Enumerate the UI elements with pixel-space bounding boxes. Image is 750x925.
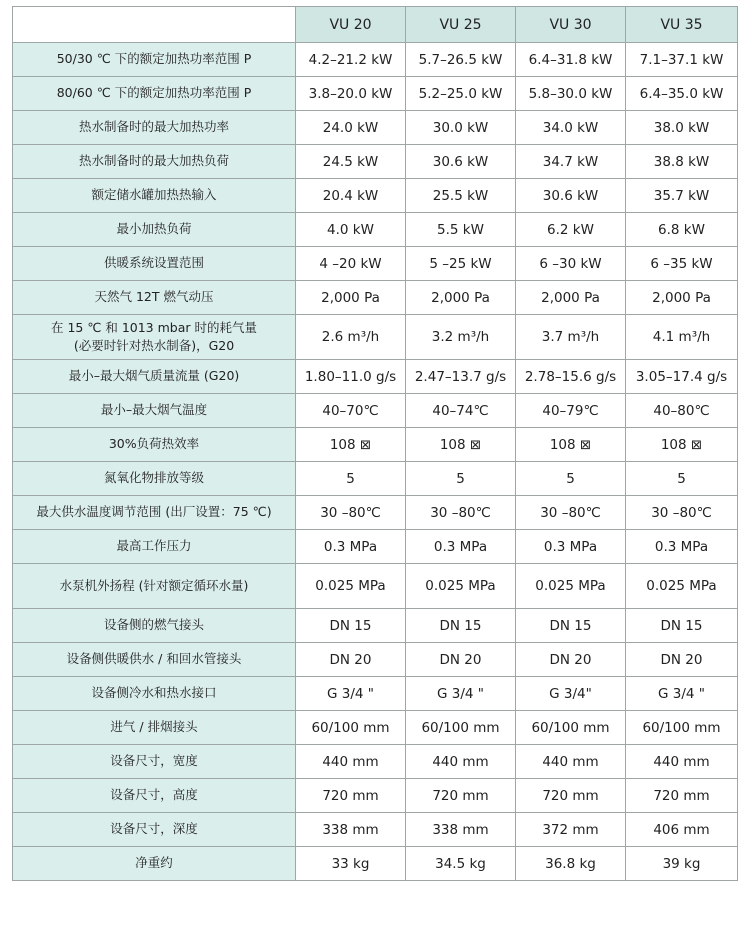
row-label-cell — [13, 564, 296, 609]
value-cell: 1.80–11.0 g/s — [296, 360, 406, 394]
row-label-cell — [13, 111, 296, 145]
value-cell: 0.025 MPa — [296, 564, 406, 609]
row-label: 50/30 ℃ 下的额定加热功率范围 P — [56, 51, 252, 67]
value-cell: G 3/4 " — [296, 677, 406, 711]
value-cell: 5 –25 kW — [406, 247, 516, 281]
row-label: 进气 / 排烟接头 — [110, 719, 198, 735]
value-cell: 5.8–30.0 kW — [516, 77, 626, 111]
value-cell: DN 15 — [406, 609, 516, 643]
row-label-cell — [13, 779, 296, 813]
value-cell: 0.025 MPa — [406, 564, 516, 609]
value-cell: 5.5 kW — [406, 213, 516, 247]
value-cell: 0.3 MPa — [626, 530, 738, 564]
value-cell: 0.3 MPa — [516, 530, 626, 564]
row-label: 设备尺寸，深度 — [110, 821, 198, 837]
table-row — [13, 43, 738, 77]
row-label: 在 15 ℃ 和 1013 mbar 时的耗气量 — [50, 319, 257, 335]
value-cell: 720 mm — [626, 779, 738, 813]
column-header: VU 35 — [626, 7, 738, 43]
table-row — [13, 179, 738, 213]
table-row — [13, 281, 738, 315]
row-label: 设备侧供暖供水 / 和回水管接头 — [66, 651, 242, 667]
value-cell: 440 mm — [516, 745, 626, 779]
value-cell: 6.2 kW — [516, 213, 626, 247]
table-row — [13, 643, 738, 677]
row-label-cell — [13, 213, 296, 247]
row-label: 氮氧化物排放等级 — [103, 470, 204, 486]
table-row — [13, 609, 738, 643]
table-row — [13, 428, 738, 462]
value-cell: 720 mm — [296, 779, 406, 813]
row-label-cell — [13, 462, 296, 496]
value-cell: 4.1 m³/h — [626, 315, 738, 360]
value-cell: 25.5 kW — [406, 179, 516, 213]
value-cell: 60/100 mm — [626, 711, 738, 745]
value-cell: 720 mm — [516, 779, 626, 813]
table-row — [13, 360, 738, 394]
row-label-cell — [13, 643, 296, 677]
value-cell: 2,000 Pa — [406, 281, 516, 315]
row-label: 天然气 12T 燃气动压 — [94, 289, 214, 305]
row-label: 额定储水罐加热热输入 — [91, 187, 217, 203]
table-row — [13, 111, 738, 145]
value-cell: 0.025 MPa — [626, 564, 738, 609]
value-cell: 36.8 kg — [516, 847, 626, 881]
value-cell: DN 20 — [296, 643, 406, 677]
table-row — [13, 315, 738, 360]
value-cell: 5 — [516, 462, 626, 496]
row-label-cell — [13, 394, 296, 428]
value-cell: 6.8 kW — [626, 213, 738, 247]
value-cell: 3.8–20.0 kW — [296, 77, 406, 111]
row-label-cell — [13, 145, 296, 179]
row-label: 最小–最大烟气温度 — [100, 402, 208, 418]
value-cell: 30.6 kW — [516, 179, 626, 213]
value-cell: DN 15 — [626, 609, 738, 643]
row-label: 最大供水温度调节范围 (出厂设置：75 ℃) — [36, 504, 272, 520]
row-label-cell — [13, 496, 296, 530]
row-label: 设备侧的燃气接头 — [103, 617, 204, 633]
value-cell: 40–80℃ — [626, 394, 738, 428]
value-cell: 38.8 kW — [626, 145, 738, 179]
row-label: 设备尺寸，宽度 — [110, 753, 198, 769]
value-cell: G 3/4 " — [406, 677, 516, 711]
row-label: 最小–最大烟气质量流量 (G20) — [68, 368, 240, 384]
row-label-cell — [13, 360, 296, 394]
row-label-cell — [13, 711, 296, 745]
row-label-cell — [13, 677, 296, 711]
value-cell: 60/100 mm — [406, 711, 516, 745]
value-cell: 720 mm — [406, 779, 516, 813]
column-header: VU 20 — [296, 7, 406, 43]
value-cell: 30 –80℃ — [406, 496, 516, 530]
value-cell: 34.5 kg — [406, 847, 516, 881]
table-row — [13, 462, 738, 496]
table-row — [13, 813, 738, 847]
value-cell: 40–70℃ — [296, 394, 406, 428]
value-cell: 372 mm — [516, 813, 626, 847]
row-label-cell — [13, 530, 296, 564]
value-cell: 6 –35 kW — [626, 247, 738, 281]
table-row — [13, 77, 738, 111]
row-label-cell — [13, 247, 296, 281]
value-cell: 4 –20 kW — [296, 247, 406, 281]
row-label: 设备侧冷水和热水接口 — [91, 685, 217, 701]
value-cell: 2,000 Pa — [626, 281, 738, 315]
value-cell: DN 20 — [626, 643, 738, 677]
value-cell: 3.2 m³/h — [406, 315, 516, 360]
row-label: 设备尺寸，高度 — [110, 787, 198, 803]
row-label-cell — [13, 745, 296, 779]
value-cell: 5.7–26.5 kW — [406, 43, 516, 77]
row-label-cell — [13, 77, 296, 111]
value-cell: 0.3 MPa — [296, 530, 406, 564]
value-cell: 108 ⊠ — [296, 428, 406, 462]
value-cell: 440 mm — [296, 745, 406, 779]
column-header: VU 25 — [406, 7, 516, 43]
value-cell: 406 mm — [626, 813, 738, 847]
value-cell: 5 — [626, 462, 738, 496]
row-label-cell — [13, 813, 296, 847]
value-cell: 24.5 kW — [296, 145, 406, 179]
table-row — [13, 711, 738, 745]
value-cell: 2.47–13.7 g/s — [406, 360, 516, 394]
value-cell: 30.6 kW — [406, 145, 516, 179]
table-row — [13, 779, 738, 813]
table-row — [13, 745, 738, 779]
row-label-cell — [13, 281, 296, 315]
value-cell: DN 20 — [516, 643, 626, 677]
table-row — [13, 677, 738, 711]
value-cell: 4.2–21.2 kW — [296, 43, 406, 77]
table-row — [13, 847, 738, 881]
row-label-cell — [13, 428, 296, 462]
row-label-cell — [13, 609, 296, 643]
table-row — [13, 247, 738, 281]
value-cell: 338 mm — [406, 813, 516, 847]
row-label: 净重约 — [135, 855, 173, 871]
value-cell: G 3/4 " — [626, 677, 738, 711]
value-cell: 40–79℃ — [516, 394, 626, 428]
row-label-cell — [13, 43, 296, 77]
value-cell: 39 kg — [626, 847, 738, 881]
value-cell: 5 — [296, 462, 406, 496]
table-row — [13, 394, 738, 428]
header-row — [13, 7, 738, 43]
value-cell: 2,000 Pa — [296, 281, 406, 315]
value-cell: 0.3 MPa — [406, 530, 516, 564]
value-cell: 108 ⊠ — [516, 428, 626, 462]
value-cell: G 3/4" — [516, 677, 626, 711]
row-label: 最高工作压力 — [116, 538, 192, 554]
value-cell: 30 –80℃ — [626, 496, 738, 530]
value-cell: 34.0 kW — [516, 111, 626, 145]
row-label: 供暖系统设置范围 — [103, 255, 204, 271]
value-cell: 38.0 kW — [626, 111, 738, 145]
value-cell: DN 20 — [406, 643, 516, 677]
value-cell: 34.7 kW — [516, 145, 626, 179]
table-row — [13, 145, 738, 179]
value-cell: 30 –80℃ — [516, 496, 626, 530]
value-cell: DN 15 — [516, 609, 626, 643]
row-label: (必要时针对热水制备)，G20 — [73, 338, 235, 353]
value-cell: 4.0 kW — [296, 213, 406, 247]
row-label: 30%负荷热效率 — [108, 436, 200, 452]
value-cell: 20.4 kW — [296, 179, 406, 213]
row-label: 水泵机外扬程 (针对额定循环水量) — [59, 577, 249, 593]
value-cell: 108 ⊠ — [406, 428, 516, 462]
value-cell: 60/100 mm — [296, 711, 406, 745]
table-row — [13, 213, 738, 247]
value-cell: 440 mm — [626, 745, 738, 779]
row-label-cell — [13, 315, 296, 360]
row-label: 80/60 ℃ 下的额定加热功率范围 P — [56, 85, 252, 101]
value-cell: 40–74℃ — [406, 394, 516, 428]
value-cell: 2.78–15.6 g/s — [516, 360, 626, 394]
value-cell: 6.4–35.0 kW — [626, 77, 738, 111]
row-label: 热水制备时的最大加热功率 — [78, 119, 229, 135]
value-cell: 108 ⊠ — [626, 428, 738, 462]
value-cell: 5.2–25.0 kW — [406, 77, 516, 111]
table-row — [13, 564, 738, 609]
value-cell: 0.025 MPa — [516, 564, 626, 609]
value-cell: 30.0 kW — [406, 111, 516, 145]
value-cell: 60/100 mm — [516, 711, 626, 745]
value-cell: 440 mm — [406, 745, 516, 779]
value-cell: 33 kg — [296, 847, 406, 881]
value-cell: 3.05–17.4 g/s — [626, 360, 738, 394]
value-cell: 24.0 kW — [296, 111, 406, 145]
value-cell: 6.4–31.8 kW — [516, 43, 626, 77]
spec-table-body — [13, 43, 738, 881]
value-cell: 35.7 kW — [626, 179, 738, 213]
value-cell: 338 mm — [296, 813, 406, 847]
spec-table — [12, 6, 738, 881]
row-label: 热水制备时的最大加热负荷 — [78, 153, 229, 169]
table-row — [13, 530, 738, 564]
value-cell: DN 15 — [296, 609, 406, 643]
header-corner-cell — [13, 7, 296, 43]
column-header: VU 30 — [516, 7, 626, 43]
value-cell: 2.6 m³/h — [296, 315, 406, 360]
row-label: 最小加热负荷 — [116, 221, 192, 237]
value-cell: 5 — [406, 462, 516, 496]
row-label-cell — [13, 847, 296, 881]
value-cell: 3.7 m³/h — [516, 315, 626, 360]
table-row — [13, 496, 738, 530]
value-cell: 7.1–37.1 kW — [626, 43, 738, 77]
value-cell: 2,000 Pa — [516, 281, 626, 315]
row-label-cell — [13, 179, 296, 213]
value-cell: 30 –80℃ — [296, 496, 406, 530]
value-cell: 6 –30 kW — [516, 247, 626, 281]
